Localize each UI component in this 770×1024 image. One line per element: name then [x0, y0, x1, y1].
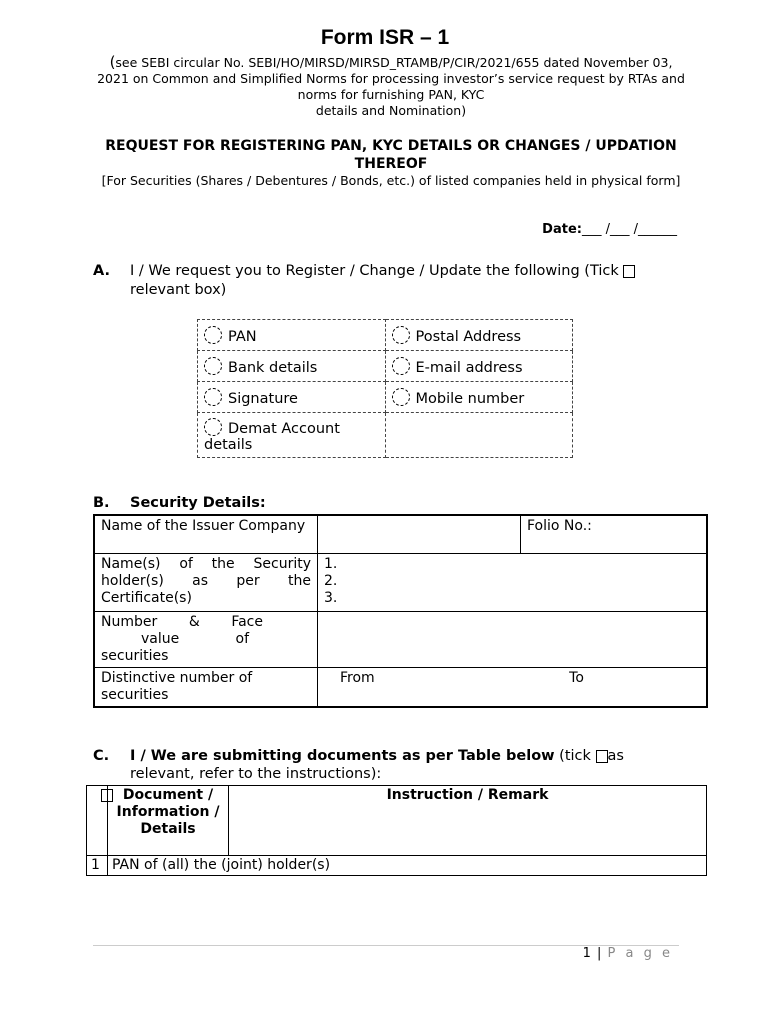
col-instruction: Instruction / Remark [229, 786, 707, 856]
option-signature[interactable]: Signature [198, 382, 386, 413]
distinctive-label: Distinctive number of securities [94, 667, 318, 707]
section-a-number: A. [93, 263, 110, 279]
section-b-number: B. [93, 495, 110, 511]
option-bank-details[interactable]: Bank details [198, 351, 386, 382]
radio-circle-icon[interactable] [204, 418, 222, 436]
folio-cell[interactable]: Folio No.: [521, 515, 708, 553]
row-document: PAN of (all) the (joint) holder(s) [108, 856, 707, 876]
section-a-text: I / We request you to Register / Change / Update the following (Tick relevant box) [130, 262, 690, 300]
securities-note: [For Securities (Shares / Debentures / Bonds, etc.) of listed companies held in physical form] [101, 173, 681, 188]
page-number: 1 [582, 946, 592, 961]
holder-2[interactable]: 2. [324, 572, 338, 589]
option-postal-address[interactable]: Postal Address [385, 320, 573, 351]
section-a [93, 262, 693, 298]
option-mobile-number[interactable]: Mobile number [385, 382, 573, 413]
radio-circle-icon[interactable] [392, 388, 410, 406]
section-c-number: C. [93, 748, 110, 764]
option-email-address[interactable]: E-mail address [385, 351, 573, 382]
option-demat-account[interactable]: Demat Account details [198, 413, 386, 458]
tick-box-icon [596, 750, 608, 763]
page-label: P a g e [607, 946, 673, 961]
number-face-value-input[interactable] [318, 611, 708, 667]
form-title: Form ISR – 1 [320, 26, 450, 49]
update-options-table [197, 319, 573, 458]
radio-circle-icon[interactable] [204, 326, 222, 344]
holder-1[interactable]: 1. [324, 555, 338, 572]
radio-circle-icon[interactable] [392, 326, 410, 344]
radio-circle-icon[interactable] [204, 357, 222, 375]
section-b-title: Security Details: [130, 495, 266, 511]
radio-circle-icon[interactable] [204, 388, 222, 406]
holder-3[interactable]: 3. [324, 589, 338, 606]
date-field[interactable]: Date:___ /___ /______ [542, 222, 677, 237]
issuer-input[interactable] [318, 515, 521, 553]
documents-table [86, 785, 707, 876]
option-pan[interactable]: PAN [198, 320, 386, 351]
security-details-table [93, 514, 708, 708]
holders-label: Name(s) of the Security holder(s) as per the Certificate(s) [94, 553, 318, 611]
option-empty [385, 413, 573, 458]
section-c [93, 747, 693, 782]
request-heading: REQUEST FOR REGISTERING PAN, KYC DETAILS OR CHANGES / UPDATION THEREOF [105, 138, 677, 172]
section-b-header [93, 495, 266, 511]
tick-box-icon [101, 789, 113, 802]
radio-circle-icon[interactable] [392, 357, 410, 375]
section-c-text: I / We are submitting documents as per Table below (tick as relevant, refer to the instructions): [130, 748, 624, 782]
to-label: To [569, 669, 584, 686]
page-footer: 1 | P a g e [582, 946, 673, 961]
row-number: 1 [87, 856, 108, 876]
tick-box-icon [623, 265, 635, 278]
form-subtitle: (see SEBI circular No. SEBI/HO/MIRSD/MIRSD_RTAMB/P/CIR/2021/655 dated November 03, 2021 on Common and Simplified Norms for processing investor’s service request by RTAs and norms for furnishing PAN, KYC details and Nomination) [97, 53, 685, 118]
distinctive-input[interactable] [318, 667, 708, 707]
number-face-value-label: Number & Face value of securities [94, 611, 318, 667]
holders-input[interactable] [318, 553, 708, 611]
issuer-label: Name of the Issuer Company [94, 515, 318, 553]
col-document: Document / Information / Details [108, 786, 229, 856]
from-label: From [340, 669, 375, 686]
